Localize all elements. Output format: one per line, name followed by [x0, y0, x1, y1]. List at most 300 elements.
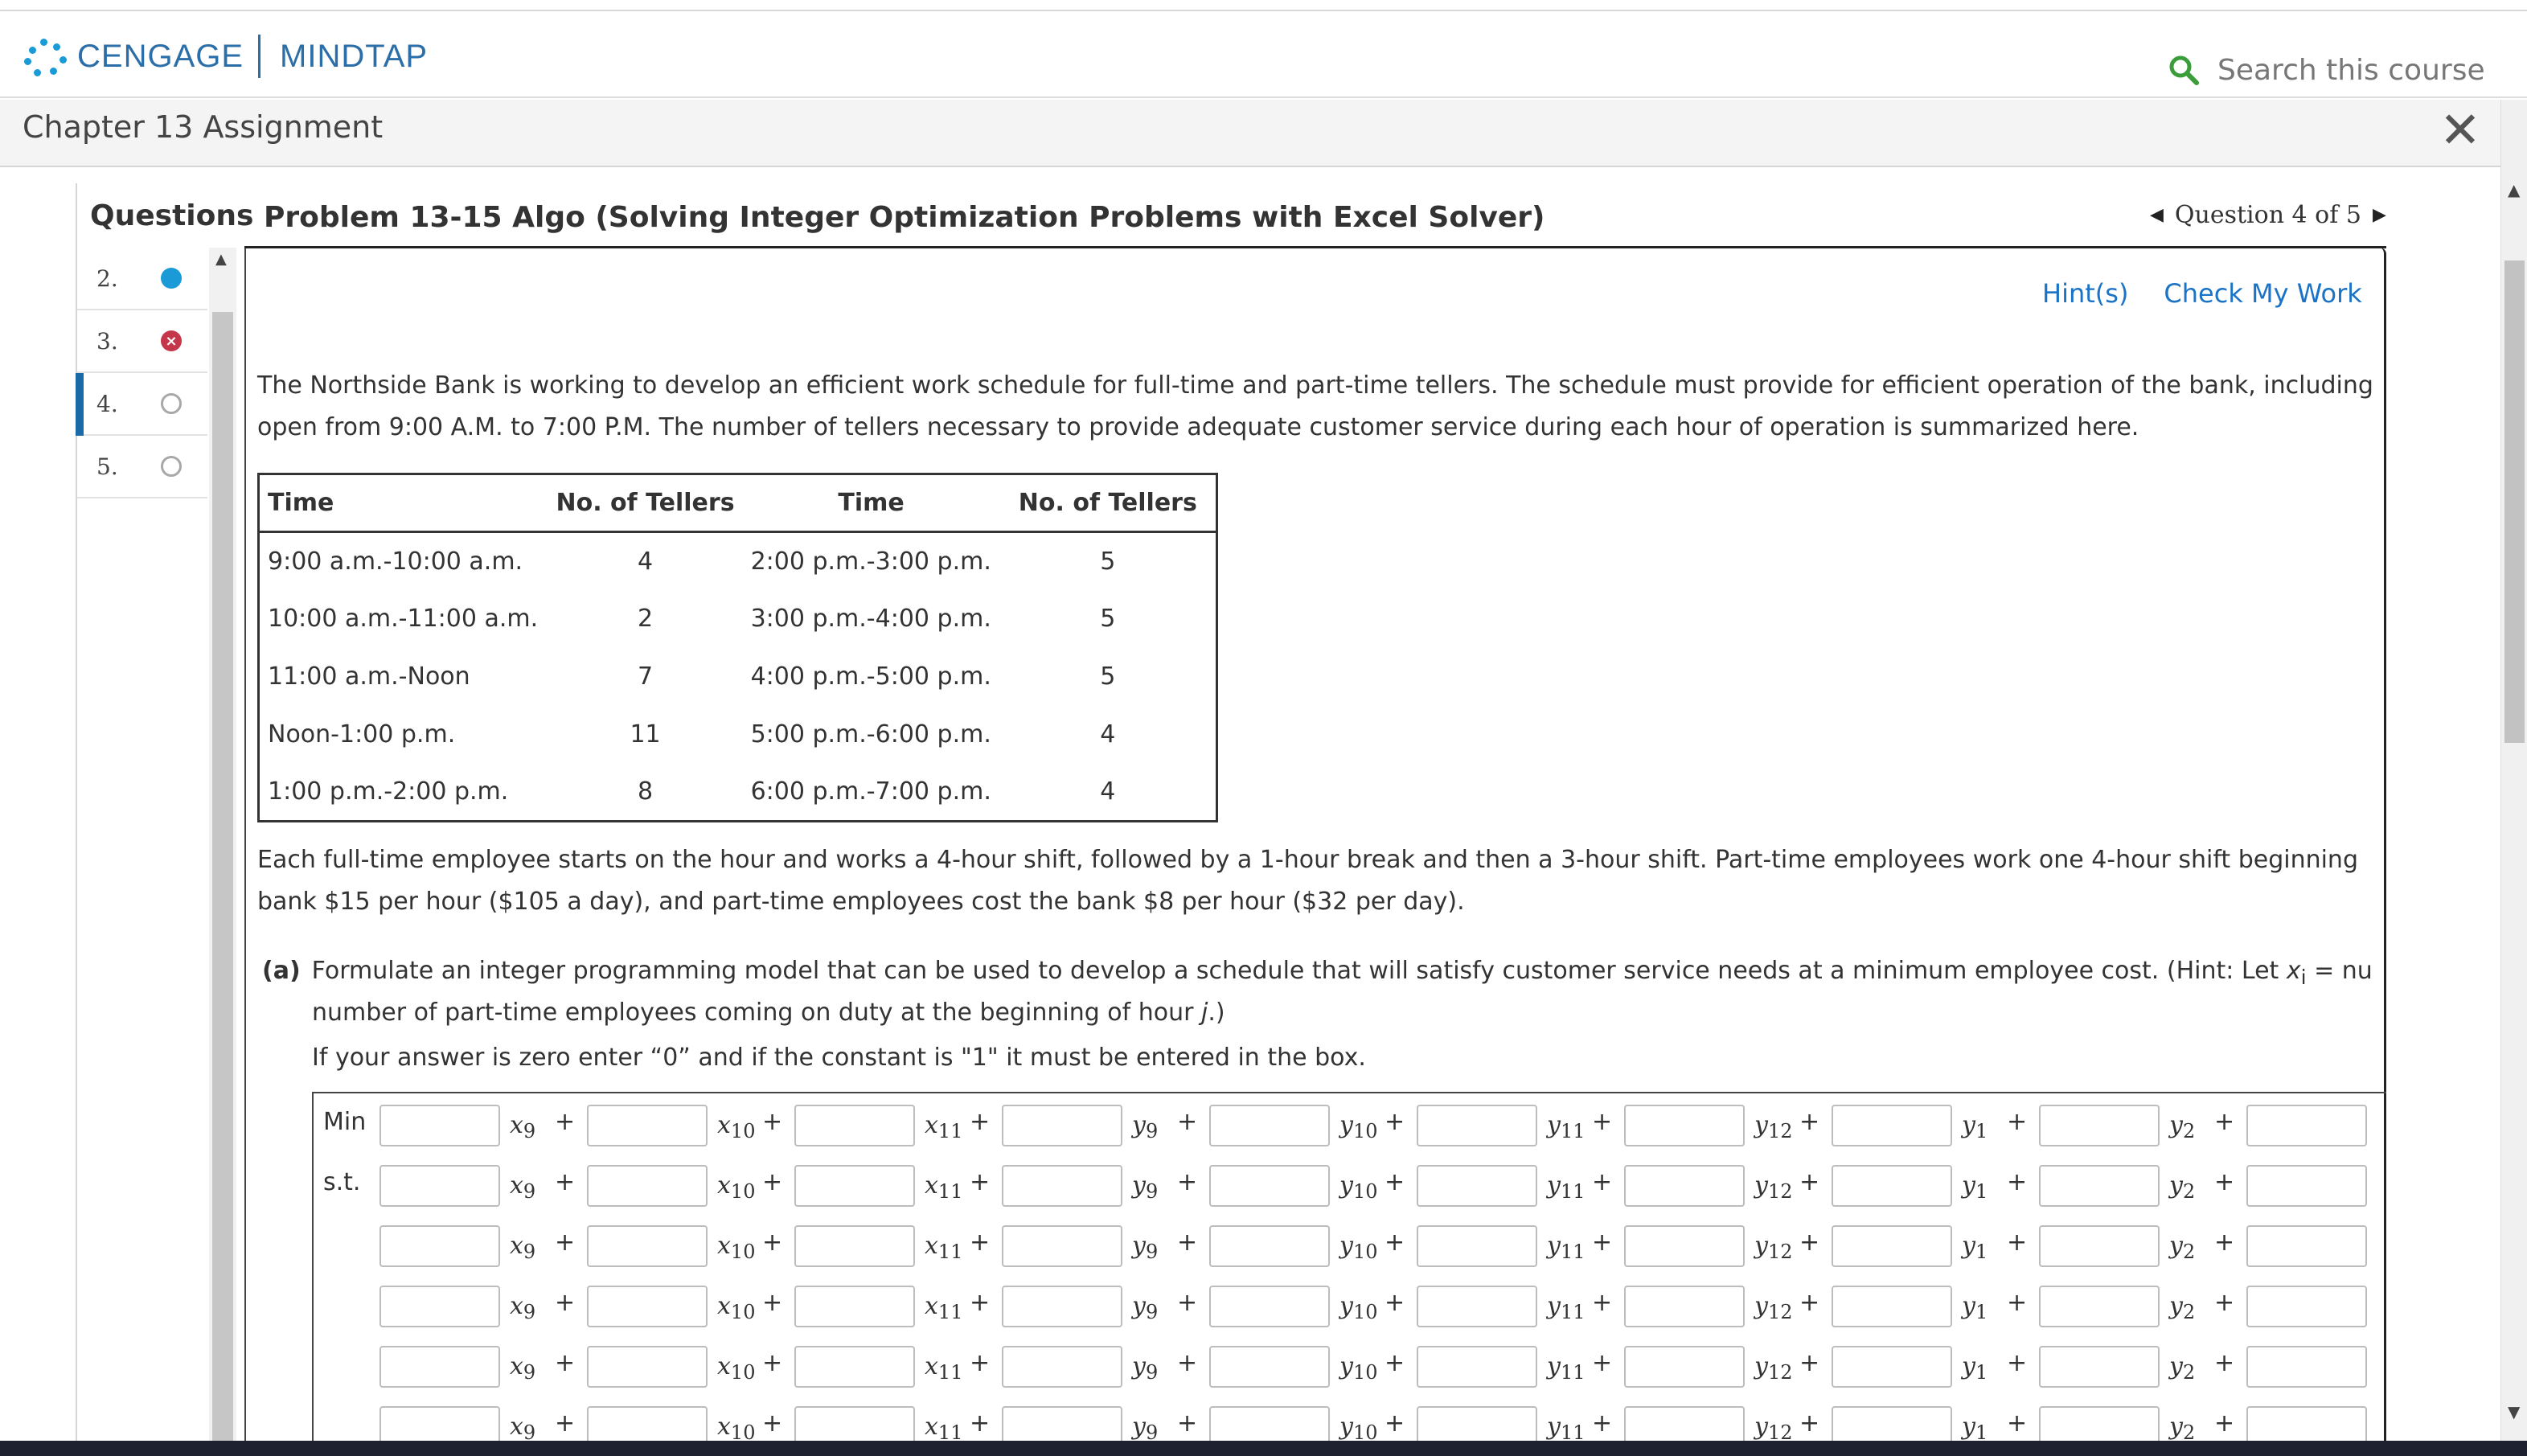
variable-subscript: 2 — [2182, 1421, 2196, 1441]
coefficient-input[interactable] — [1624, 1165, 1745, 1207]
variable-subscript: 9 — [523, 1421, 536, 1441]
search-placeholder[interactable]: Search this course — [2217, 53, 2485, 87]
coefficient-input[interactable] — [1624, 1346, 1745, 1388]
coefficient-input[interactable] — [1624, 1105, 1745, 1146]
plus-sign: + — [2214, 1228, 2235, 1257]
brand-mindtap: MINDTAP — [280, 38, 429, 74]
variable-label — [925, 1413, 962, 1441]
variable-subscript: 9 — [523, 1361, 536, 1384]
questions-nav — [76, 183, 254, 1441]
coefficient-input[interactable] — [1832, 1286, 1952, 1327]
variable-label — [1339, 1292, 1378, 1323]
unanswered-circle-icon — [161, 456, 182, 477]
plus-sign: + — [2007, 1108, 2028, 1136]
plus-sign: + — [1799, 1228, 1820, 1257]
coefficient-input[interactable] — [587, 1225, 708, 1267]
plus-sign: + — [2007, 1409, 2028, 1438]
question-item-4[interactable] — [77, 373, 207, 436]
variable-label — [1754, 1171, 1793, 1203]
variable-label — [1754, 1232, 1793, 1263]
question-number: 4. — [96, 390, 118, 417]
coefficient-input[interactable] — [1209, 1225, 1330, 1267]
variable-base: y — [1962, 1232, 1975, 1260]
plus-sign: + — [970, 1228, 991, 1257]
plus-sign: + — [1592, 1409, 1613, 1438]
plus-sign: + — [762, 1289, 783, 1317]
variable-subscript: 11 — [1560, 1361, 1586, 1384]
variable-base: y — [1547, 1413, 1561, 1441]
plus-sign: + — [1592, 1108, 1613, 1136]
variable-subscript: 11 — [1560, 1180, 1586, 1203]
intro-line-1: The Northside Bank is working to develop an efficient work schedule for full-time and part-time tellers. The schedule must provide for efficient operation of the bank, including — [257, 371, 2373, 400]
variable-label — [510, 1292, 535, 1323]
coefficient-input[interactable] — [2039, 1165, 2160, 1207]
coefficient-input[interactable] — [379, 1346, 500, 1388]
question-item-2[interactable] — [77, 248, 207, 310]
next-question-icon[interactable]: ▶ — [2372, 205, 2386, 225]
coefficient-input[interactable] — [1417, 1105, 1537, 1146]
variable-base: x — [717, 1413, 731, 1441]
part-a-text: number of part-time employees coming on duty at the beginning of hour — [312, 999, 1201, 1027]
variable-label — [1754, 1352, 1793, 1384]
coefficient-input[interactable] — [2246, 1165, 2367, 1207]
variable-base: y — [1132, 1292, 1146, 1320]
variable-subscript: 9 — [1145, 1301, 1159, 1323]
variable-subscript: 9 — [523, 1120, 536, 1142]
variable-subscript: 9 — [1145, 1180, 1159, 1203]
coefficient-input[interactable] — [2039, 1225, 2160, 1267]
coefficient-input[interactable] — [1209, 1165, 1330, 1207]
plus-sign: + — [555, 1349, 576, 1377]
model-grid — [312, 1092, 2386, 1441]
coefficient-input[interactable] — [1624, 1225, 1745, 1267]
variable-subscript: 11 — [937, 1301, 963, 1323]
variable-label — [1132, 1292, 1158, 1323]
header-time: Time — [743, 474, 1000, 532]
coefficient-input[interactable] — [587, 1346, 708, 1388]
coefficient-input[interactable] — [1002, 1346, 1122, 1388]
table-cell: 6:00 p.m.-7:00 p.m. — [750, 777, 991, 806]
coefficient-input[interactable] — [794, 1105, 915, 1146]
plus-sign: + — [762, 1108, 783, 1136]
coefficient-input[interactable] — [587, 1406, 708, 1441]
coefficient-input[interactable] — [1624, 1286, 1745, 1327]
scrollbar-thumb[interactable] — [212, 312, 233, 1441]
coefficient-input[interactable] — [2039, 1346, 2160, 1388]
incorrect-x-icon: × — [161, 330, 182, 351]
variable-base: x — [925, 1413, 938, 1441]
variable-base: x — [510, 1171, 523, 1200]
plus-sign: + — [555, 1168, 576, 1196]
part-a-text-end: .) — [1208, 999, 1225, 1027]
variable-subscript: 10 — [730, 1180, 756, 1203]
variable-subscript: 11 — [937, 1241, 963, 1263]
variable-subscript: 12 — [1767, 1241, 1793, 1263]
plus-sign: + — [2214, 1409, 2235, 1438]
variable-base: y — [1754, 1171, 1768, 1200]
check-my-work-link[interactable]: Check My Work — [2164, 278, 2362, 309]
intro-line-2: open from 9:00 A.M. to 7:00 P.M. The number of tellers necessary to provide adequate customer service during each hour of operation is summarized here. — [257, 413, 2139, 441]
table-cell: 4 — [637, 547, 654, 576]
coefficient-input[interactable] — [379, 1105, 500, 1146]
plus-sign: + — [970, 1289, 991, 1317]
plus-sign: + — [2214, 1168, 2235, 1196]
variable-label — [510, 1352, 535, 1384]
variable-label — [717, 1292, 755, 1323]
variable-base: y — [1754, 1352, 1768, 1380]
coefficient-input[interactable] — [1832, 1346, 1952, 1388]
variable-label — [510, 1111, 535, 1142]
table-cell: 7 — [637, 662, 654, 691]
variable-base: y — [1962, 1171, 1975, 1200]
answered-dot-icon — [161, 268, 182, 289]
plus-sign: + — [1799, 1168, 1820, 1196]
coefficient-input[interactable] — [2039, 1286, 2160, 1327]
coefficient-input[interactable] — [794, 1165, 915, 1207]
brand-bar — [0, 13, 2527, 98]
table-cell: 5 — [1100, 662, 1116, 691]
variable-base: x — [717, 1232, 731, 1260]
variable-base: x — [925, 1232, 938, 1260]
question-number: 2. — [96, 265, 118, 292]
table-cell: 9:00 a.m.-10:00 a.m. — [268, 547, 523, 576]
page-scrollbar[interactable] — [2500, 100, 2527, 1441]
variable-label — [2169, 1292, 2195, 1323]
coefficient-input[interactable] — [1209, 1406, 1330, 1441]
variable-subscript: 12 — [1767, 1421, 1793, 1441]
plus-sign: + — [1177, 1108, 1198, 1136]
plus-sign: + — [762, 1409, 783, 1438]
row-label: s.t. — [323, 1168, 361, 1196]
variable-subscript: 10 — [1352, 1301, 1378, 1323]
coefficient-input[interactable] — [1417, 1165, 1537, 1207]
questions-heading: Questions — [90, 199, 254, 232]
variable-subscript: 1 — [1975, 1361, 1988, 1384]
coefficient-input[interactable] — [1832, 1165, 1952, 1207]
variable-subscript: 9 — [523, 1241, 536, 1263]
variable-base: y — [1339, 1232, 1353, 1260]
constraint-row — [314, 1401, 2386, 1441]
variable-base: x — [717, 1352, 731, 1380]
variable-base: y — [1754, 1292, 1768, 1320]
plus-sign: + — [1385, 1409, 1405, 1438]
variable-subscript: 10 — [1352, 1180, 1378, 1203]
table-cell: 2:00 p.m.-3:00 p.m. — [750, 547, 991, 576]
plus-sign: + — [1177, 1349, 1198, 1377]
coefficient-input[interactable] — [1002, 1286, 1122, 1327]
scroll-up-icon[interactable]: ▲ — [2508, 180, 2521, 199]
plus-sign: + — [555, 1228, 576, 1257]
hints-link[interactable]: Hint(s) — [2042, 278, 2129, 309]
variable-subscript: 11 — [1560, 1120, 1586, 1142]
variable-subscript: 9 — [1145, 1361, 1159, 1384]
variable-subscript: 2 — [2182, 1241, 2196, 1263]
search-course[interactable] — [2168, 50, 2485, 90]
variable-subscript: 10 — [730, 1421, 756, 1441]
variable-base: y — [2169, 1111, 2183, 1139]
variable-label — [1547, 1111, 1586, 1142]
part-a-label: (a) — [262, 957, 301, 985]
coefficient-input[interactable] — [379, 1286, 500, 1327]
table-cell: 5 — [1100, 547, 1116, 576]
variable-base: x — [925, 1111, 938, 1139]
coefficient-input[interactable] — [379, 1165, 500, 1207]
plus-sign: + — [1177, 1409, 1198, 1438]
chapter-bar — [0, 100, 2500, 167]
variable-subscript: 10 — [730, 1241, 756, 1263]
variable-label — [925, 1292, 962, 1323]
coefficient-input[interactable] — [1832, 1406, 1952, 1441]
variable-base: y — [1547, 1352, 1561, 1380]
variable-label — [1962, 1352, 1988, 1384]
question-frame-top — [244, 246, 2386, 248]
questions-list — [77, 248, 207, 498]
variable-base: y — [2169, 1171, 2183, 1200]
variable-base: x — [925, 1352, 938, 1380]
plus-sign: + — [1799, 1108, 1820, 1136]
variable-label — [1132, 1171, 1158, 1203]
plus-sign: + — [1385, 1289, 1405, 1317]
coefficient-input[interactable] — [2246, 1225, 2367, 1267]
variable-label — [510, 1232, 535, 1263]
table-cell: 3:00 p.m.-4:00 p.m. — [750, 605, 991, 633]
coefficient-input[interactable] — [1002, 1406, 1122, 1441]
shift-line-1: Each full-time employee starts on the hour and works a 4-hour shift, followed by a 1-hour break and then a 3-hour shift. Part-time employees work one 4-hour shift beginning — [257, 846, 2358, 874]
variable-base: x — [510, 1352, 523, 1380]
variable-base: x — [925, 1292, 938, 1320]
variable-label — [2169, 1171, 2195, 1203]
variable-label — [925, 1111, 962, 1142]
cengage-dots-icon — [21, 32, 72, 80]
plus-sign: + — [1592, 1228, 1613, 1257]
variable-label — [717, 1352, 755, 1384]
variable-label — [717, 1171, 755, 1203]
variable-base: y — [1339, 1171, 1353, 1200]
coefficient-input[interactable] — [1417, 1225, 1537, 1267]
question-number: 5. — [96, 453, 118, 480]
coefficient-input[interactable] — [1624, 1406, 1745, 1441]
coefficient-input[interactable] — [1417, 1346, 1537, 1388]
coefficient-input[interactable] — [2246, 1286, 2367, 1327]
scrollbar-thumb[interactable] — [2504, 260, 2525, 743]
coefficient-input[interactable] — [794, 1406, 915, 1441]
coefficient-input[interactable] — [2039, 1406, 2160, 1441]
variable-base: y — [1339, 1292, 1353, 1320]
objective-row — [314, 1100, 2386, 1148]
action-links — [2042, 278, 2362, 309]
plus-sign: + — [555, 1409, 576, 1438]
variable-base: y — [1547, 1171, 1561, 1200]
coefficient-input[interactable] — [1002, 1165, 1122, 1207]
variable-label — [2169, 1111, 2195, 1142]
variable-label — [1339, 1171, 1378, 1203]
var-j: j — [1201, 999, 1208, 1027]
table-cell: 8 — [637, 777, 654, 806]
coefficient-input[interactable] — [2246, 1406, 2367, 1441]
variable-label — [925, 1352, 962, 1384]
coefficient-input[interactable] — [1002, 1225, 1122, 1267]
variable-base: y — [1132, 1413, 1146, 1441]
scroll-down-icon[interactable]: ▼ — [2508, 1402, 2521, 1421]
coefficient-input[interactable] — [1209, 1346, 1330, 1388]
variable-base: y — [1339, 1413, 1353, 1441]
part-a-line-1 — [262, 950, 2373, 999]
variable-base: y — [1754, 1232, 1768, 1260]
taskbar-edge — [0, 1441, 2527, 1456]
constraint-row — [314, 1160, 2386, 1208]
variable-base: x — [510, 1292, 523, 1320]
table-cell: 5:00 p.m.-6:00 p.m. — [750, 720, 991, 749]
variable-subscript: 9 — [1145, 1421, 1159, 1441]
variable-label — [2169, 1413, 2195, 1441]
coefficient-input[interactable] — [1832, 1225, 1952, 1267]
previous-question-icon[interactable]: ◀ — [2150, 205, 2164, 225]
questions-scrollbar[interactable] — [209, 248, 236, 1441]
variable-subscript: 1 — [1975, 1301, 1988, 1323]
variable-subscript: 2 — [2182, 1301, 2196, 1323]
table-row — [259, 590, 1217, 648]
variable-base: y — [1547, 1111, 1561, 1139]
variable-base: y — [1132, 1111, 1146, 1139]
part-a-text-end: = nu — [2306, 957, 2373, 985]
variable-subscript: 2 — [2182, 1120, 2196, 1142]
table-cell: 11 — [630, 720, 661, 749]
question-counter — [2139, 201, 2398, 229]
chapter-title: Chapter 13 Assignment — [23, 109, 384, 145]
table-cell: 10:00 a.m.-11:00 a.m. — [268, 605, 539, 633]
variable-subscript: 9 — [1145, 1241, 1159, 1263]
unanswered-circle-icon — [161, 393, 182, 414]
coefficient-input[interactable] — [587, 1286, 708, 1327]
variable-subscript: 10 — [730, 1120, 756, 1142]
variable-label — [2169, 1232, 2195, 1263]
variable-label — [717, 1111, 755, 1142]
variable-label — [1132, 1352, 1158, 1384]
coefficient-input[interactable] — [1417, 1406, 1537, 1441]
part-a-line-2 — [312, 992, 1225, 1034]
variable-label — [1547, 1413, 1586, 1441]
scroll-up-icon[interactable]: ▲ — [215, 251, 227, 268]
variable-label — [1962, 1171, 1988, 1203]
browser-top-edge — [0, 0, 2527, 11]
variable-label — [1962, 1111, 1988, 1142]
coefficient-input[interactable] — [1209, 1105, 1330, 1146]
coefficient-input[interactable] — [794, 1225, 915, 1267]
coefficient-input[interactable] — [587, 1165, 708, 1207]
variable-subscript: 1 — [1975, 1120, 1988, 1142]
plus-sign: + — [1177, 1168, 1198, 1196]
coefficient-input[interactable] — [379, 1225, 500, 1267]
plus-sign: + — [1385, 1168, 1405, 1196]
variable-base: y — [1962, 1413, 1975, 1441]
coefficient-input[interactable] — [1417, 1286, 1537, 1327]
plus-sign: + — [1177, 1289, 1198, 1317]
question-number: 3. — [96, 327, 118, 355]
variable-subscript: 11 — [937, 1421, 963, 1441]
part-a-text: Formulate an integer programming model that can be used to develop a schedule that will satisfy customer service needs at a minimum employee cost. (Hint: Let — [311, 957, 2287, 985]
plus-sign: + — [2214, 1108, 2235, 1136]
coefficient-input[interactable] — [794, 1286, 915, 1327]
variable-subscript: 2 — [2182, 1180, 2196, 1203]
variable-subscript: 9 — [523, 1301, 536, 1323]
table-cell: 4:00 p.m.-5:00 p.m. — [750, 662, 991, 691]
coefficient-input[interactable] — [1209, 1286, 1330, 1327]
variable-subscript: 10 — [1352, 1120, 1378, 1142]
plus-sign: + — [2007, 1349, 2028, 1377]
variable-subscript: 11 — [1560, 1301, 1586, 1323]
search-icon — [2168, 54, 2200, 86]
plus-sign: + — [1385, 1349, 1405, 1377]
coefficient-input[interactable] — [794, 1346, 915, 1388]
variable-subscript: 1 — [1975, 1241, 1988, 1263]
plus-sign: + — [1385, 1228, 1405, 1257]
variable-base: y — [1754, 1413, 1768, 1441]
variable-subscript: 12 — [1767, 1361, 1793, 1384]
plus-sign: + — [555, 1108, 576, 1136]
table-cell: 1:00 p.m.-2:00 p.m. — [268, 777, 509, 806]
variable-label — [2169, 1352, 2195, 1384]
variable-base: y — [1339, 1111, 1353, 1139]
plus-sign: + — [1799, 1349, 1820, 1377]
variable-subscript: 11 — [937, 1361, 963, 1384]
table-header-row — [259, 474, 1217, 532]
variable-subscript: 9 — [523, 1180, 536, 1203]
plus-sign: + — [970, 1108, 991, 1136]
variable-base: y — [1962, 1292, 1975, 1320]
coefficient-input[interactable] — [2246, 1105, 2367, 1146]
plus-sign: + — [2214, 1349, 2235, 1377]
brand-separator — [258, 35, 260, 78]
variable-subscript: 12 — [1767, 1180, 1793, 1203]
variable-base: x — [717, 1171, 731, 1200]
variable-label — [1339, 1352, 1378, 1384]
close-icon[interactable]: ✕ — [2439, 100, 2481, 159]
row-label: Min — [323, 1108, 367, 1136]
coefficient-input[interactable] — [379, 1406, 500, 1441]
coefficient-input[interactable] — [1002, 1105, 1122, 1146]
constraint-row — [314, 1220, 2386, 1269]
variable-label — [1547, 1292, 1586, 1323]
variable-subscript: 11 — [937, 1120, 963, 1142]
question-item-3[interactable] — [77, 310, 207, 373]
variable-label — [510, 1171, 535, 1203]
var-sub: i — [2300, 966, 2307, 989]
table-cell: 5 — [1100, 605, 1116, 633]
cengage-logo[interactable] — [21, 32, 428, 80]
variable-subscript: 2 — [2182, 1361, 2196, 1384]
plus-sign: + — [1592, 1168, 1613, 1196]
table-row — [259, 706, 1217, 764]
variable-base: y — [1754, 1111, 1768, 1139]
table-cell: 11:00 a.m.-Noon — [268, 662, 470, 691]
question-item-5[interactable] — [77, 436, 207, 498]
plus-sign: + — [1592, 1349, 1613, 1377]
plus-sign: + — [1177, 1228, 1198, 1257]
variable-label — [1754, 1413, 1793, 1441]
coefficient-input[interactable] — [2039, 1105, 2160, 1146]
variable-subscript: 10 — [1352, 1361, 1378, 1384]
variable-base: y — [1547, 1232, 1561, 1260]
coefficient-input[interactable] — [2246, 1346, 2367, 1388]
plus-sign: + — [970, 1409, 991, 1438]
variable-subscript: 11 — [1560, 1421, 1586, 1441]
variable-label — [1962, 1292, 1988, 1323]
plus-sign: + — [1799, 1409, 1820, 1438]
variable-label — [1754, 1111, 1793, 1142]
coefficient-input[interactable] — [587, 1105, 708, 1146]
variable-subscript: 11 — [1560, 1241, 1586, 1263]
coefficient-input[interactable] — [1832, 1105, 1952, 1146]
